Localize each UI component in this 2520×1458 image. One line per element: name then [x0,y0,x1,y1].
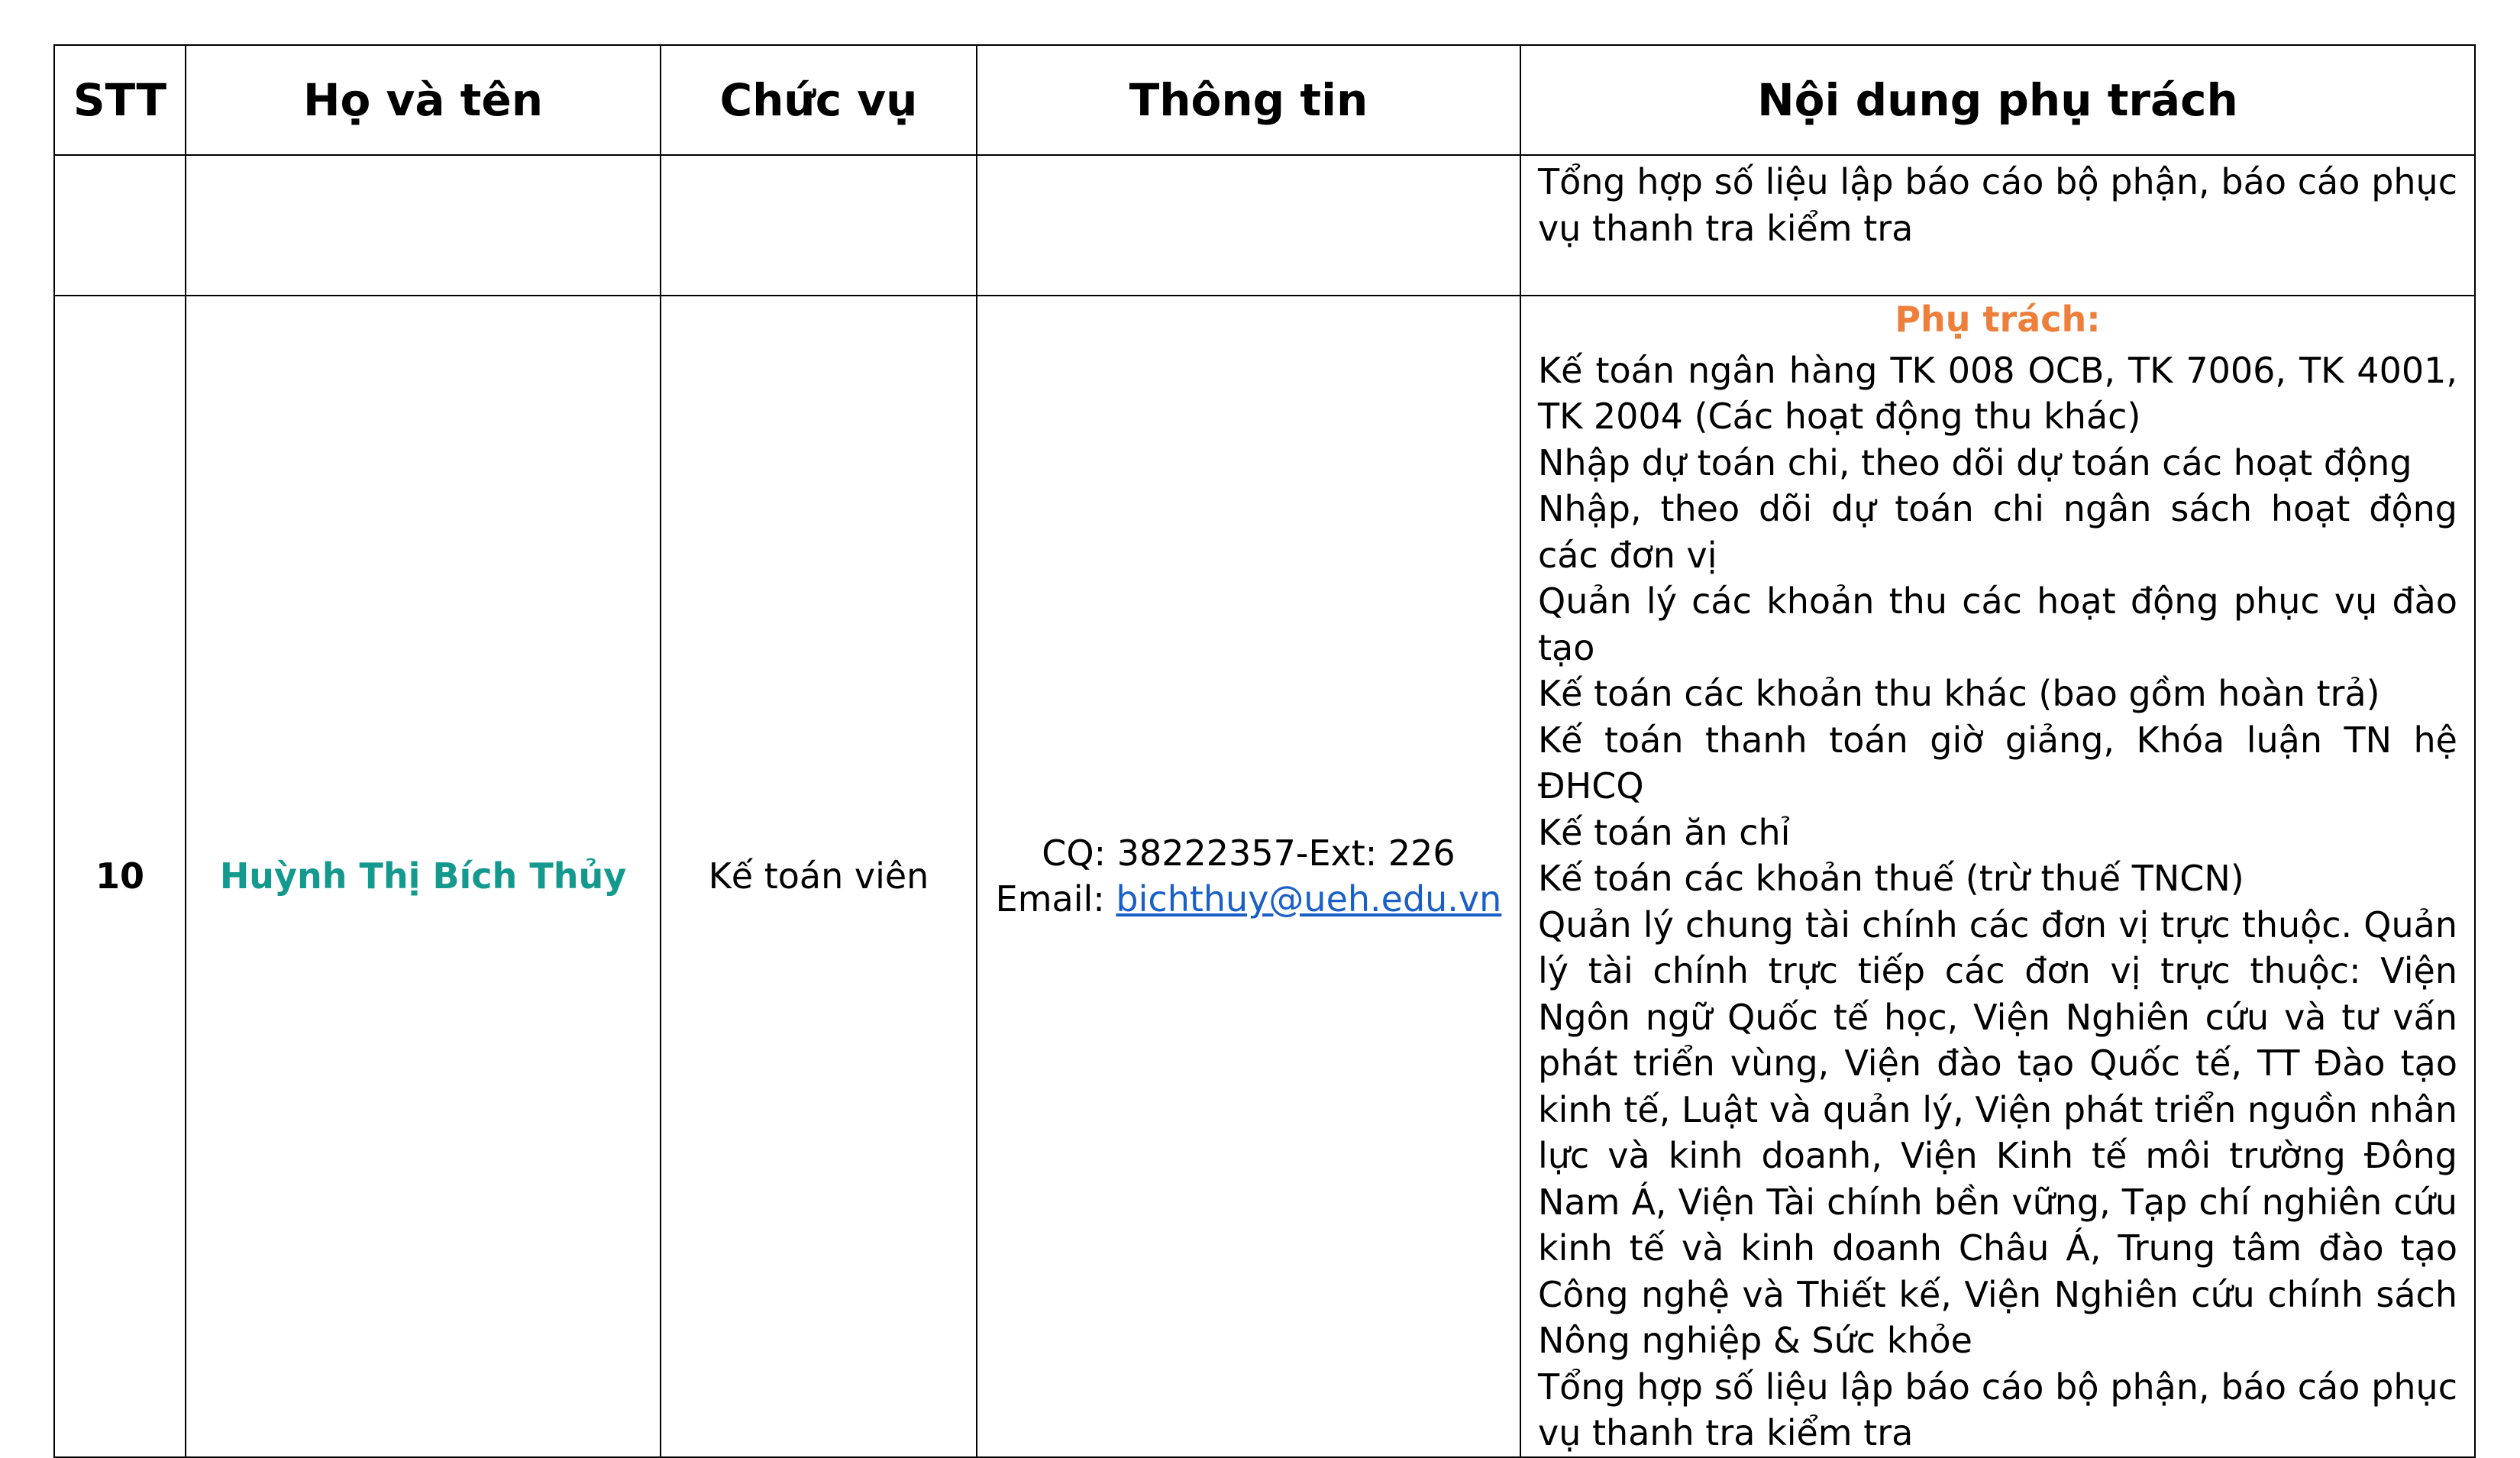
duty-line: Nhập dự toán chi, theo dõi dự toán các hoạt động [1538,441,2412,483]
email-link[interactable]: bichthuy@ueh.edu.vn [1116,878,1502,920]
stt-cell: 10 [54,296,186,1457]
duty-line: Quản lý các khoản thu các hoạt động phục vụ đào tạo [1538,580,2457,668]
header-row [54,45,2475,155]
duty-list [1538,343,2457,1456]
cont-stt-cell [54,155,186,296]
staff-name: Huỳnh Thị Bích Thủy [186,296,661,1457]
staff-role: Kế toán viên [661,296,977,1457]
cont-role-cell [661,155,977,296]
cont-name-cell [186,155,661,296]
header-info: Thông tin [977,45,1520,155]
email-line [977,876,1520,922]
duty-line: Kế toán ngân hàng TK 008 OCB, TK 7006, TK 4001, TK 2004 (Các hoạt động thu khác) [1538,349,2457,437]
cont-duty-list [1538,156,2457,251]
duty-line: Tổng hợp số liệu lập báo cáo bộ phận, báo cáo phục vụ thanh tra kiểm tra [1538,161,2457,249]
cont-info-cell [977,155,1520,296]
header-duty: Nội dung phụ trách [1520,45,2475,155]
duty-line: Quản lý chung tài chính các đơn vị trực thuộc. Quản lý tài chính trực tiếp các đơn vị trực thuộc: Viện Ngôn ngữ Quốc tế học, Viện Nghiên cứu và tư vấn phát triển vùng, Viện đào tạo Quốc tế, TT Đào tạo kinh tế, Luật và quản lý, Viện phát triển nguồn nhân lực và kinh doanh, Viện Kinh tế môi trường Đông Nam Á, Viện Tài chính bền vững, Tạp chí nghiên cứu kinh tế và kinh doanh Châu Á, Trung tâm đào tạo Công nghệ và Thiết kế, Viện Nghiên cứu chính sách Nông nghiệp & Sức khỏe [1538,904,2457,1361]
table-row-continuation [54,155,2475,296]
duty-line: Nhập, theo dõi dự toán chi ngân sách hoạt động các đơn vị [1538,488,2457,576]
duty-line: Tổng hợp số liệu lập báo cáo bộ phận, báo cáo phục vụ thanh tra kiểm tra [1538,1366,2457,1453]
header-role: Chức vụ [661,45,977,155]
email-label: Email: [995,878,1116,920]
table-row [54,296,2475,1457]
phone-text: CQ: 38222357-Ext: 226 [1042,832,1455,874]
duty-line: Kế toán các khoản thuế (trừ thuế TNCN) [1538,858,2244,899]
duty-heading: Phụ trách: [1895,299,2101,340]
duty-line: Kế toán thanh toán giờ giảng, Khóa luận TN hệ ĐHCQ [1538,719,2457,807]
header-name: Họ và tên [186,45,661,155]
duty-cell [1520,296,2475,1457]
contact-info-cell [977,296,1520,1457]
duty-line: Kế toán các khoản thu khác (bao gồm hoàn trả) [1538,673,2380,714]
cont-duty-cell [1520,155,2475,296]
header-stt: STT [54,45,186,155]
duty-line: Kế toán ăn chỉ [1538,811,1791,853]
staff-responsibility-table [53,44,2476,1458]
